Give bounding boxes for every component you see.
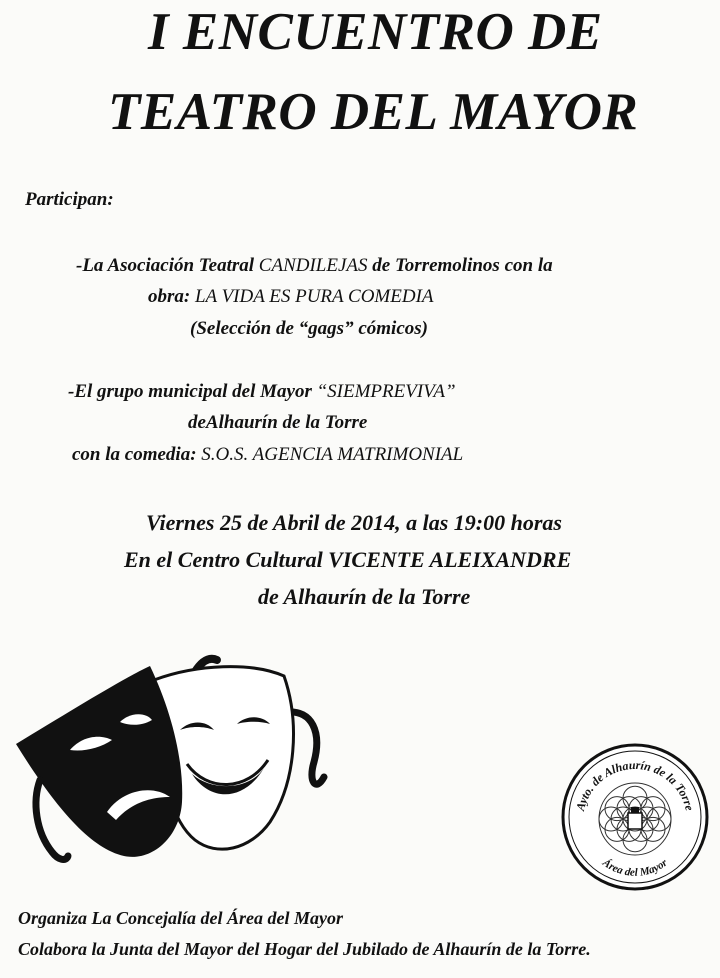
participant-2-group: “SIEMPREVIVA” [316, 381, 456, 402]
participant-1-suffix: de Torremolinos con la [367, 255, 553, 276]
seal-bottom-text: Área del Mayor [600, 856, 670, 879]
participant-2-comedia-label: con la comedia: [72, 444, 202, 465]
participant-1-group: CANDILEJAS [258, 255, 368, 276]
event-venue: En el Centro Cultural VICENTE ALEIXANDRE [124, 547, 572, 572]
participant-1-line-3: (Selección de “gags” cómicos) [190, 318, 428, 339]
footer-organizer: Organiza La Concejalía del Área del Mayor [18, 908, 343, 928]
participant-1-line-2 [148, 286, 434, 308]
title-line-2: TEATRO DEL MAYOR [108, 83, 639, 141]
event-date: Viernes 25 de Abril de 2014, a las 19:00 horas [146, 510, 562, 535]
participant-1-line-1 [76, 255, 553, 277]
participant-1-play: LA VIDA ES PURA COMEDIA [194, 286, 434, 307]
participant-2-line-2: deAlhaurín de la Torre [188, 412, 368, 433]
participant-2-line-3 [72, 444, 463, 466]
participant-2-play: S.O.S. AGENCIA MATRIMONIAL [201, 444, 464, 465]
title-line-1: I ENCUENTRO DE [148, 3, 603, 61]
event-town: de Alhaurín de la Torre [258, 584, 471, 609]
seal-top-text: Ayto. de Alhaurín de la Torre [573, 757, 697, 813]
participant-1-prefix: -La Asociación Teatral [76, 255, 259, 276]
participant-1-obra-label: obra: [148, 286, 195, 307]
town-hall-seal-icon [559, 741, 711, 893]
participant-2-line-1 [68, 381, 456, 403]
theater-masks-icon [12, 652, 332, 882]
footer-collaborator: Colabora la Junta del Mayor del Hogar del Jubilado de Alhaurín de la Torre. [18, 939, 591, 959]
participant-2-prefix: -El grupo municipal del Mayor [68, 381, 317, 402]
participants-label: Participan: [25, 189, 114, 210]
